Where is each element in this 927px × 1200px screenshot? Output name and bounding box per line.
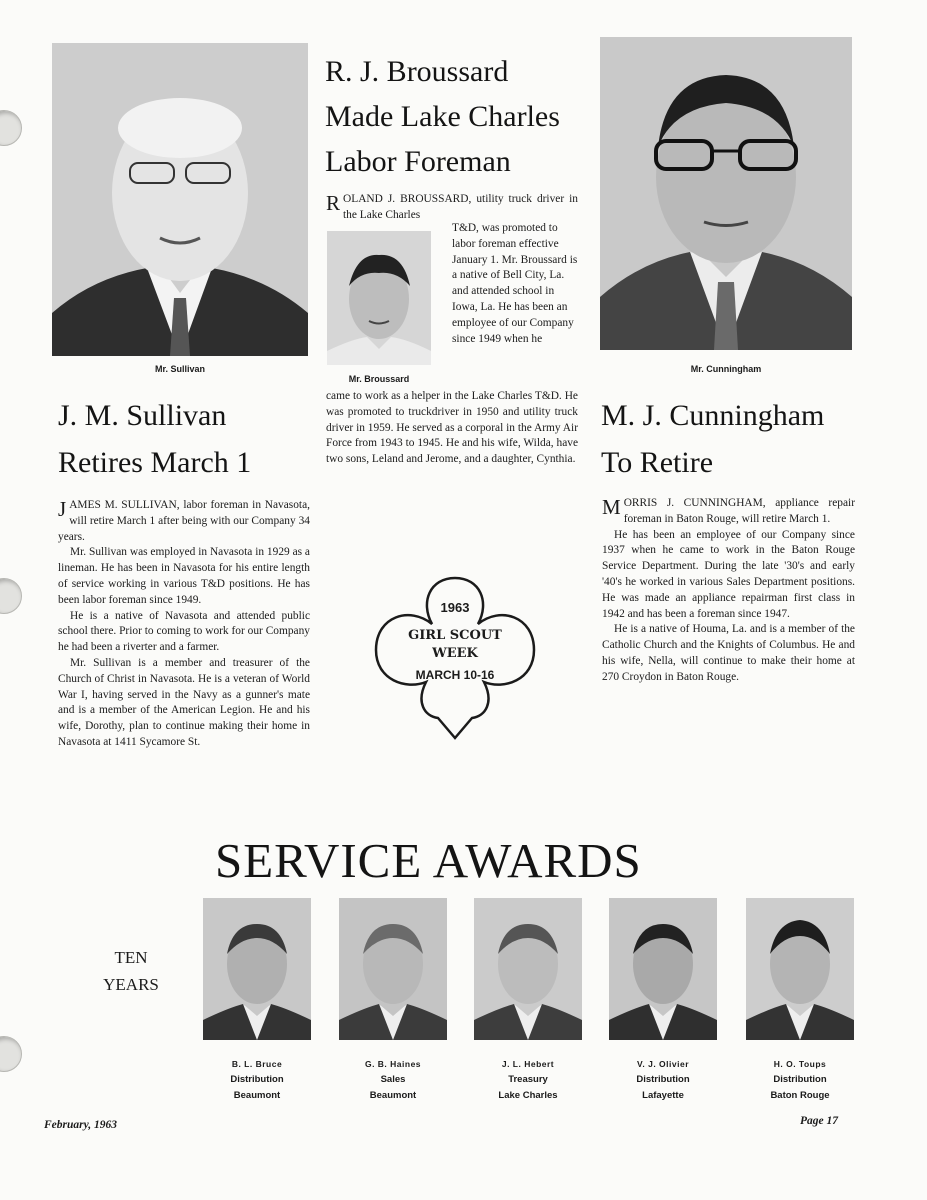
sullivan-paragraph-2: Mr. Sullivan was employed in Navasota in 1929 as a lineman. He has been in Navasota for his entire length of service working in various T&D positions. He has been labor foreman since 1949. (58, 546, 310, 606)
award-name: G. B. Haines (364, 1059, 422, 1069)
girl-scout-year: 1963 (440, 600, 470, 615)
girl-scout-title: GIRL SCOUT (408, 628, 502, 643)
girl-scout-week: WEEK (432, 646, 478, 661)
broussard-rest-text: came to work as a helper in the Lake Charles T&D. He was promoted to truckdriver in 1950 and utility truck driver in 1959. He served as a corporal in the Army Air Force from 1943 to 1945. He and his wife, Wilda, have two sons, Leland and Jerome, and a daughter, Cynthia. (326, 390, 578, 466)
award-dept: Distribution (636, 1074, 690, 1085)
sullivan-article-body (58, 498, 310, 751)
cunningham-headline-line1: M. J. Cunningham (601, 399, 825, 432)
award-city: Baton Rouge (770, 1090, 830, 1101)
broussard-headline-line2: Made Lake Charles (325, 100, 560, 133)
award-tier-label (95, 944, 167, 998)
award-tier-line1: TEN (114, 948, 148, 967)
sullivan-headline-line2: Retires March 1 (58, 446, 252, 479)
award-city: Beaumont (369, 1090, 417, 1101)
award-caption-bruce (201, 1056, 313, 1104)
award-caption-olivier (607, 1056, 719, 1104)
cunningham-paragraph-2: He has been an employee of our Company since 1937 when he came to work in the Baton Rouge Service Department. During the late '30's and early '40's he worked in various Sales Department positions. He was made an appliance repairman first class in 1942 and has been a foreman since 1947. (602, 528, 855, 620)
binder-hole-top (0, 110, 22, 146)
service-awards-title: SERVICE AWARDS (215, 833, 642, 888)
broussard-photo (327, 231, 431, 365)
award-name: J. L. Hebert (501, 1059, 555, 1069)
award-dept: Treasury (508, 1074, 548, 1085)
footer-page-number: Page 17 (800, 1115, 839, 1127)
sullivan-paragraph-1: AMES M. SULLIVAN, labor foreman in Navasota, will retire March 1 after being with our Company 34 years. (58, 499, 310, 543)
sullivan-paragraph-3: He is a native of Navasota and attended public school there. Prior to coming to work for our Company he had been a riverter and a farmer. (58, 609, 310, 654)
cunningham-article-body (602, 496, 855, 686)
award-city: Beaumont (233, 1090, 281, 1101)
girl-scout-week-badge (370, 572, 540, 744)
cunningham-paragraph-3: He is a native of Houma, La. and is a member of the Catholic Church and the Knights of Columbus. He and his wife, Nella, will continue to make their home at 270 Croydon in Baton Rouge. (602, 623, 855, 683)
sullivan-headline-line1: J. M. Sullivan (58, 399, 227, 432)
award-city: Lafayette (642, 1090, 684, 1101)
award-photo-olivier (609, 898, 717, 1040)
award-caption-haines (337, 1056, 449, 1104)
cunningham-dropcap: M (602, 495, 621, 519)
cunningham-photo (600, 37, 852, 350)
award-photo-hebert (474, 898, 582, 1040)
award-tier-line2: YEARS (103, 975, 159, 994)
sullivan-paragraph-4: Mr. Sullivan is a member and treasurer of the Church of Christ in Navasota. He is a veteran of World War I, having served in the Navy as a gunner's mate and is a member of the American Legion. He and his wife, Dorothy, plan to continue making their home in Navasota at 1411 Sycamore St. (58, 656, 310, 748)
award-name: V. J. Olivier (636, 1059, 690, 1069)
award-photo-bruce (203, 898, 311, 1040)
broussard-dropcap: R (326, 191, 341, 215)
broussard-lead-text: OLAND J. BROUSSARD, utility truck driver in the Lake Charles (343, 193, 578, 221)
award-caption-toups (744, 1056, 856, 1104)
award-dept: Distribution (230, 1074, 284, 1085)
sullivan-photo (52, 43, 308, 356)
award-caption-hebert (472, 1056, 584, 1104)
award-city: Lake Charles (498, 1090, 558, 1101)
broussard-headline-line3: Labor Foreman (325, 145, 511, 178)
footer-date: February, 1963 (44, 1119, 118, 1131)
cunningham-headline-line2: To Retire (601, 446, 714, 479)
broussard-side-text: T&D, was promoted to labor foreman effective January 1. Mr. Broussard is a native of Bell City, La. and attended school in Iowa, La. He has been an employee of our Company since 1949 when he (452, 222, 578, 345)
award-dept: Distribution (773, 1074, 827, 1085)
binder-hole-middle (0, 578, 22, 614)
award-photo-toups (746, 898, 854, 1040)
award-name: B. L. Bruce (231, 1059, 283, 1069)
cunningham-photo-caption: Mr. Cunningham (690, 364, 762, 374)
sullivan-photo-caption: Mr. Sullivan (154, 364, 205, 374)
broussard-lead (326, 192, 578, 224)
award-name: H. O. Toups (773, 1059, 827, 1069)
binder-hole-bottom (0, 1036, 22, 1072)
girl-scout-dates: MARCH 10-16 (415, 668, 495, 682)
broussard-headline-line1: R. J. Broussard (325, 55, 509, 88)
cunningham-paragraph-1: ORRIS J. CUNNINGHAM, appliance repair foreman in Baton Rouge, will retire March 1. (623, 497, 855, 525)
sullivan-dropcap: J (58, 497, 67, 521)
broussard-photo-caption: Mr. Broussard (348, 374, 410, 384)
award-photo-haines (339, 898, 447, 1040)
award-dept: Sales (380, 1074, 406, 1085)
